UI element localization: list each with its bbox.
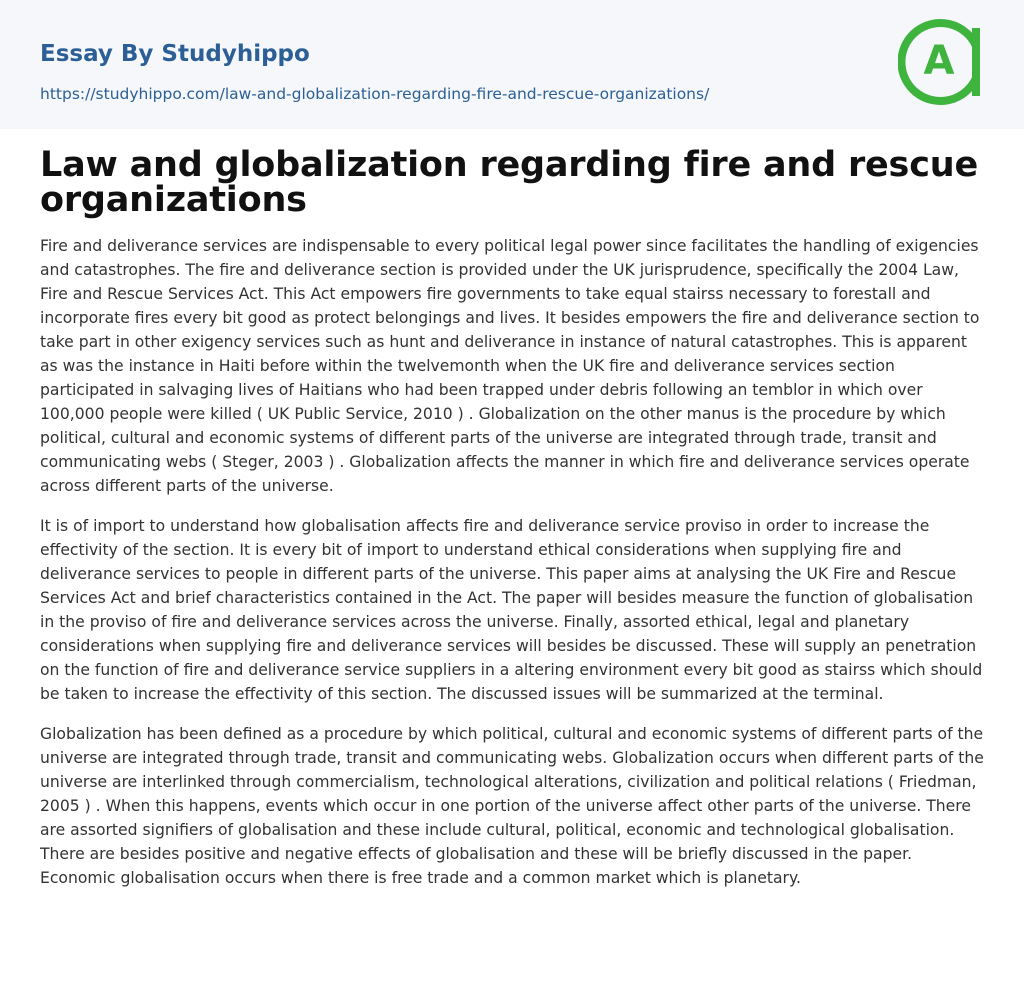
site-brand[interactable]: Essay By Studyhippo	[40, 41, 310, 67]
article-paragraph-1: Fire and deliverance services are indispensable to every political legal power since facilitates the handling of exigencies and catastrophes. The fire and deliverance section is provided under the UK jurisprudence, specifically the 2004 Law, Fire and Rescue Services Act. This Act empowers fire governments to take equal stairss necessary to forestall and incorporate fires every bit good as protect belongings and lives. It besides empowers the fire and deliverance section to take part in other exigency services such as hunt and deliverance in instance of natural catastrophes. This is apparent as was the instance in Haiti before within the twelvemonth when the UK fire and deliverance services section participated in salvaging lives of Haitians who had been trapped under debris following an temblor in which over 100,000 people were killed ( UK Public Service, 2010 ) . Globalization on the other manus is the procedure by which political, cultural and economic systems of different parts of the universe are integrated through trade, transit and communicating webs ( Steger, 2003 ) . Globalization affects the manner in which fire and deliverance services operate across different parts of the universe.	[40, 237, 980, 495]
site-header	[0, 0, 1024, 129]
article	[40, 145, 986, 906]
logo-letter: A	[923, 38, 955, 84]
grade-a-logo-icon[interactable]	[898, 18, 986, 106]
page-url-link[interactable]: https://studyhippo.com/law-and-globalization-regarding-fire-and-rescue-organizations/	[40, 85, 710, 103]
article-paragraph-2: It is of import to understand how globalisation affects fire and deliverance service proviso in order to increase the effectivity of the section. It is every bit of import to understand ethical considerations when supplying fire and deliverance services to people in different parts of the universe. This paper aims at analysing the UK Fire and Rescue Services Act and brief characteristics contained in the Act. The paper will besides measure the function of globalisation in the proviso of fire and deliverance services across the universe. Finally, assorted ethical, legal and planetary considerations when supplying fire and deliverance services will besides be discussed. These will supply an penetration on the function of fire and deliverance service suppliers in a altering environment every bit good as stairss which should be taken to increase the effectivity of this section. The discussed issues will be summarized at the terminal.	[40, 517, 983, 703]
article-paragraph-3: Globalization has been defined as a procedure by which political, cultural and economic systems of different parts of the universe are integrated through trade, transit and communicating webs. Globalization occurs when different parts of the universe are interlinked through commercialism, technological alterations, civilization and political relations ( Friedman, 2005 ) . When this happens, events which occur in one portion of the universe affect other parts of the universe. There are assorted signifiers of globalisation and these include cultural, political, economic and technological globalisation. There are besides positive and negative effects of globalisation and these will be briefly discussed in the paper. Economic globalisation occurs when there is free trade and a common market which is planetary.	[40, 725, 984, 887]
article-title: Law and globalization regarding fire and rescue organizations	[40, 145, 978, 220]
